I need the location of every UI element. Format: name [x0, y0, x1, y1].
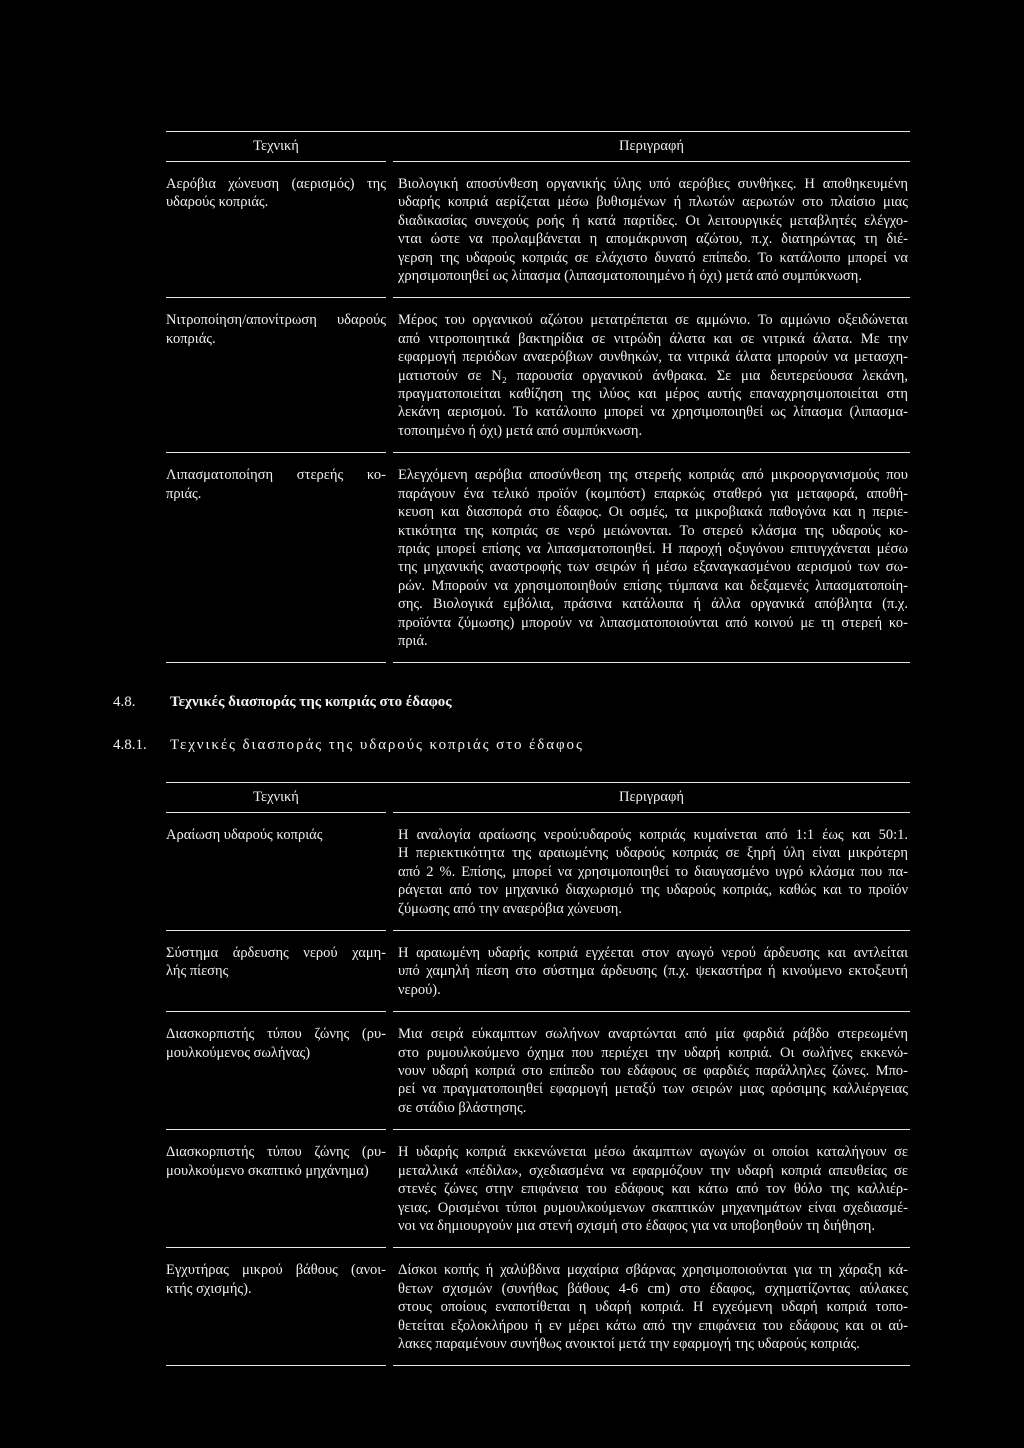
- text-line: σης. Βιολογικά εμβόλια, πράσινα κατάλοιπα ή άλλα οργανικά απόβλητα (π.χ.: [398, 596, 908, 613]
- text-line: μουλκούμενο σκαπτικό μηχάνημα): [166, 1162, 369, 1179]
- text-line: Μέρος του οργανικού αζώτου μετατρέπεται σε αμμώνιο. Το αμμώνιο οξειδώνεται: [398, 312, 908, 329]
- text-line: νοι να δημιουργούν μια στενή σχισμή στο έδαφος για να υποβοηθούν τη διήθηση.: [398, 1217, 875, 1234]
- text-line: πριά.: [398, 632, 428, 649]
- description-cell: [393, 1130, 910, 1248]
- text-line: Σύστημα άρδευσης νερού χαμη-: [166, 945, 386, 962]
- text-line: από 2 %. Επίσης, μπορεί να χρησιμοποιηθεί το διαυγασμένο υγρό κλάσμα που πα-: [398, 863, 908, 880]
- text-line: της μηχανικής αναστροφής των σειρών ή μέσω εξαναγκασμένου αερισμού των σω-: [398, 559, 908, 576]
- text-line: υπό χαμηλή πίεση στο σύστημα άρδευσης (π.χ. ψεκαστήρα ή κινούμενο εκτοξευτή: [398, 963, 908, 980]
- text-line: μεταλλικά «πέδιλα», σχεδιασμένα να εφαρμόζουν την υδαρή κοπριά απευθείας σε: [398, 1162, 908, 1179]
- text-line: στενές ζώνες στην επιφάνεια του εδάφους και κάτω από τον θόλο της καλλιέρ-: [398, 1181, 908, 1198]
- text-line: Εγχυτήρας μικρού βάθους (ανοι-: [166, 1262, 386, 1279]
- text-line: νερού).: [398, 981, 441, 998]
- text-line: στους οποίους εναποτίθεται η υδαρή κοπριά. Η εγχεόμενη υδαρή κοπριά τοπο-: [398, 1299, 908, 1316]
- text-line: διαδικασίας συνεχούς ροής ή κατά παρτίδες. Οι λειτουργικές μεταβλητές ελέγχο-: [398, 212, 908, 229]
- text-line: Η περιεκτικότητα της αραιωμένης υδαρούς κοπριάς σε ξηρή ύλη είναι μικρότερη: [398, 845, 908, 862]
- text-line: από νιτροποιητικά βακτηρίδια σε νιτρώδη άλατα και σε νιτρικά άλατα. Με την: [398, 330, 908, 347]
- text-line: ρών. Μπορούν να χρησιμοποιηθούν επίσης τύμπανα και δεξαμενές λιπασματοποίη-: [398, 577, 908, 594]
- text-line: Διασκορπιστής τύπου ζώνης (ρυ-: [166, 1026, 386, 1043]
- text-line: εφαρμογή περιόδων αναερόβιων συνθηκών, τα νιτρικά άλατα μπορούν να μετασχη-: [398, 349, 908, 366]
- subsection-title: Τεχνικές διασποράς της υδαρούς κοπριάς στο έδαφος: [170, 737, 584, 753]
- header-description: Περιγραφή: [393, 132, 910, 162]
- text-line: θετων σχισμών (συνήθως βάθους 4-6 cm) στο έδαφος, σχηματίζοντας αύλακες: [398, 1280, 908, 1297]
- text-line: Η υδαρής κοπριά εκκενώνεται μέσω άκαμπτων αγωγών οι οποίοι καταλήγουν σε: [398, 1144, 908, 1161]
- section-title: Τεχνικές διασποράς της κοπριάς στο έδαφος: [170, 694, 452, 710]
- text-line: Αραίωση υδαρούς κοπριάς: [166, 827, 323, 843]
- text-line: Δίσκοι κοπής ή χαλύβδινα μαχαίρια σβάρνας χρησιμοποιούνται για τη χάραξη κά-: [398, 1262, 908, 1279]
- text-line: ζύμωσης από την αναερόβια χώνευση.: [398, 900, 622, 917]
- technique-cell: [166, 813, 386, 931]
- text-line: νουν υδαρή κοπριά στο επίπεδο του εδάφους σε φαρδιές παράλληλες ζώνες. Μπο-: [398, 1063, 908, 1080]
- text-line: ματιστούν σε N₂ παρουσία οργανικού άνθρακα. Σε μια δευτερεύουσα λεκάνη,: [398, 367, 908, 384]
- table-row: [166, 1248, 910, 1366]
- description-cell: [393, 453, 910, 663]
- text-line: Λιπασματοποίηση στερεής κο-: [166, 467, 386, 484]
- text-line: Μια σειρά εύκαμπτων σωλήνων αναρτώνται από μία φαρδιά ράβδο στερεωμένη: [398, 1026, 908, 1043]
- techniques-table-1: [166, 131, 910, 663]
- text-line: Βιολογική αποσύνθεση οργανικής ύλης υπό αερόβιες συνθήκες. Η αποθηκευμένη: [398, 176, 908, 192]
- text-line: κτικότητα της κοπριάς σε νερό μειώνονται. Το στερεό κλάσμα της υδαρούς κο-: [398, 522, 908, 539]
- table-row: [166, 1012, 910, 1130]
- text-line: λεκάνη αερισμού. Το κατάλοιπο μπορεί να χρησιμοποιηθεί ως λίπασμα (λιπασμα-: [398, 404, 908, 421]
- text-line: ράγεται από τον μηχανικό διαχωρισμό της υδαρούς κοπριάς, καθώς και το προϊόν: [398, 882, 908, 899]
- technique-cell: [166, 1248, 386, 1366]
- table-row: [166, 298, 910, 453]
- header-technique: Τεχνική: [166, 132, 386, 162]
- techniques-table-2: [166, 782, 910, 1366]
- section-number: 4.8.: [113, 694, 136, 710]
- text-line: γερση της υδαρούς κοπριάς σε ελάχιστο δυνατό επίπεδο. Το κατάλοιπο μπορεί να: [398, 249, 908, 266]
- text-line: Η αραιωμένη υδαρής κοπριά εγχέεται στον αγωγό νερού άρδευσης και αντλείται: [398, 945, 908, 962]
- text-line: υδαρούς κοπριάς.: [166, 194, 269, 211]
- text-line: ρεί να πραγματοποιηθεί εφαρμογή μεταξύ των σειρών μιας αρόσιμης καλλιέργειας: [398, 1081, 908, 1098]
- text-line: πριάς μπορεί επίσης να λιπασματοποιηθεί. Η παροχή οξυγόνου επιτυγχάνεται μέσω: [398, 540, 908, 557]
- description-cell: [393, 1248, 910, 1366]
- description-cell: [393, 931, 910, 1012]
- text-line: λακες παραμένουν συνήθως ανοικτοί μετά την εφαρμογή της υδαρούς κοπριάς.: [398, 1335, 860, 1352]
- text-line: γειας. Ορισμένοι τύποι ρυμουλκούμενων σκαπτικών μηχανημάτων είναι σχεδιασμέ-: [398, 1199, 908, 1216]
- technique-cell: [166, 162, 386, 298]
- technique-cell: [166, 453, 386, 663]
- text-line: θετείται εξολοκλήρου ή εν μέρει κάτω από την επιφάνεια του εδάφους και οι αύ-: [398, 1317, 908, 1334]
- description-cell: [393, 162, 910, 298]
- text-line: παράγουν ένα τελικό προϊόν (κομπόστ) επαρκώς σταθερό για μεταφορά, αποθή-: [398, 485, 908, 502]
- table-header: [166, 783, 910, 813]
- text-line: χρησιμοποιηθεί ως λίπασμα (λιπασματοποιημένο ή όχι) μετά από συμπύκνωση.: [398, 268, 862, 285]
- technique-cell: [166, 1130, 386, 1248]
- text-line: λής πίεσης: [166, 963, 229, 980]
- text-line: σε στάδιο βλάστησης.: [398, 1099, 527, 1116]
- description-cell: [393, 298, 910, 453]
- text-line: Ελεγχόμενη αερόβια αποσύνθεση της στερεής κοπριάς από μικροοργανισμούς που: [398, 467, 908, 484]
- technique-cell: [166, 298, 386, 453]
- header-description: Περιγραφή: [393, 783, 910, 813]
- description-cell: [393, 1012, 910, 1130]
- text-line: μουλκούμενος σωλήνας): [166, 1044, 311, 1061]
- text-line: πριάς.: [166, 485, 202, 502]
- text-line: κευση και διασπορά στο έδαφος. Οι οσμές, τα μικροβιακά παθογόνα και η περιε-: [398, 504, 908, 521]
- table-row: [166, 813, 910, 931]
- text-line: Η αναλογία αραίωσης νερού:υδαρούς κοπριάς κυμαίνεται από 1:1 έως και 50:1.: [398, 827, 908, 843]
- subsection-number: 4.8.1.: [113, 737, 147, 753]
- technique-cell: [166, 931, 386, 1012]
- header-technique: Τεχνική: [166, 783, 386, 813]
- text-line: κοπριάς.: [166, 330, 216, 347]
- text-line: κτής σχισμής).: [166, 1280, 252, 1297]
- text-line: νται ώστε να προλαμβάνεται η απομάκρυνση αζώτου, π.χ. διατηρώντας τη διέ-: [398, 231, 908, 248]
- table-header: [166, 132, 910, 162]
- text-line: στο ρυμουλκούμενο όχημα που περιέχει την υδαρή κοπριά. Οι σωλήνες εκκενώ-: [398, 1044, 908, 1061]
- table-row: [166, 162, 910, 298]
- table-row: [166, 453, 910, 663]
- text-line: Νιτροποίηση/απονίτρωση υδαρούς: [166, 312, 386, 329]
- text-line: τοποιημένο ή όχι) μετά από συμπύκνωση.: [398, 422, 643, 439]
- text-line: πραγματοποιείται καθίζηση της ιλύος και μέρος αυτής επαναχρησιμοποιείται στη: [398, 386, 908, 403]
- table-row: [166, 931, 910, 1012]
- description-cell: [393, 813, 910, 931]
- table-row: [166, 1130, 910, 1248]
- text-line: Αερόβια χώνευση (αερισμός) της: [166, 176, 386, 192]
- text-line: Διασκορπιστής τύπου ζώνης (ρυ-: [166, 1144, 386, 1161]
- text-line: υδαρής κοπριά αερίζεται μέσω βυθισμένων ή πλωτών αερωτών στο πλαίσιο μιας: [398, 194, 908, 211]
- text-line: προϊόντα ζύμωσης) μπορούν να λιπασματοποιούνται από κοινού με τη στερεή κο-: [398, 614, 908, 631]
- technique-cell: [166, 1012, 386, 1130]
